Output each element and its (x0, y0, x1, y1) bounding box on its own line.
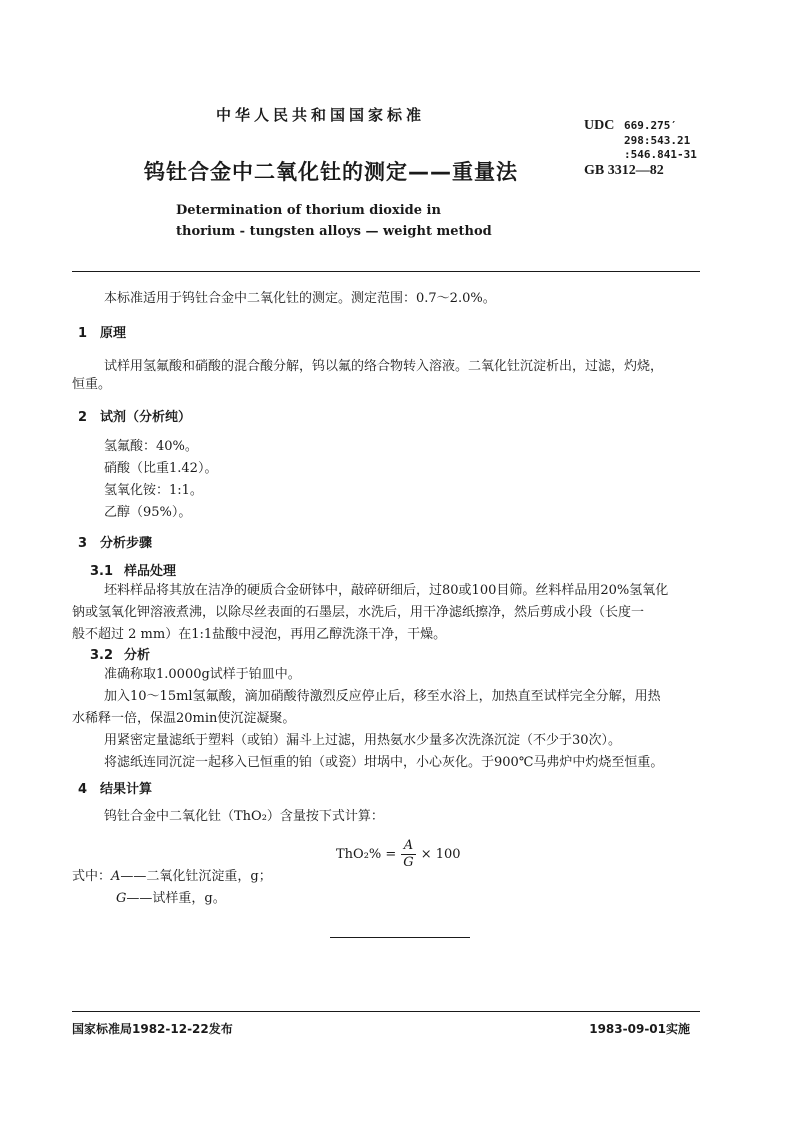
variable-a-description: ——二氧化钍沉淀重，g； (120, 869, 272, 884)
variable-g-description: ——试样重，g。 (126, 891, 226, 906)
document-title: 钨钍合金中二氧化钍的测定——重量法 (144, 160, 518, 184)
section-1-text-line2: 恒重。 (72, 377, 112, 392)
reagent-item: 氢氧化铵：1:1。 (104, 483, 203, 498)
english-title-line2: thorium - tungsten alloys — weight method (176, 224, 492, 239)
section-1-title: 原理 (100, 326, 127, 341)
calculation-intro: 钨钍合金中二氧化钍（ThO₂）含量按下式计算： (104, 809, 384, 824)
reagent-list (104, 436, 217, 524)
subsection-3-2-heading (90, 644, 150, 663)
english-title-line1: Determination of thorium dioxide in (176, 203, 441, 218)
variable-g-definition (116, 888, 226, 910)
sample-prep-line2: 钠或氢氧化钾溶液煮沸，以除尽丝表面的石墨层，水洗后，用干净滤纸擦净，然后剪成小段（长度一 (72, 605, 645, 620)
reagent-item: 硝酸（比重1.42）。 (104, 461, 218, 476)
section-1-number: 1 (78, 326, 88, 341)
variable-a-symbol: A (111, 869, 121, 884)
subsection-3-1-number: 3.1 (90, 564, 114, 579)
formula-rhs: × 100 (420, 847, 461, 862)
formula-denominator: G (403, 855, 414, 870)
analysis-line5: 将滤纸连同沉淀一起移入已恒重的铂（或瓷）坩埚中，小心灰化。于900℃马弗炉中灼烧至恒重。 (104, 755, 664, 770)
gb-code: GB 3312—82 (584, 163, 664, 178)
analysis-line4: 用紧密定量滤纸于塑料（或铂）漏斗上过滤，用热氨水少量多次洗涤沉淀（不少于30次）。 (104, 733, 622, 748)
sample-prep-line1: 坯料样品将其放在洁净的硬质合金研钵中，敲碎研细后，过80或100目筛。丝料样品用20%氢氧化 (104, 583, 669, 598)
sample-prep-line3: 般不超过 2 mm）在1:1盐酸中浸泡，再用乙醇洗涤干净，干燥。 (72, 627, 447, 642)
analysis-line3: 水稀释一倍，保温20min使沉淀凝聚。 (72, 711, 296, 726)
subsection-3-2-number: 3.2 (90, 648, 114, 663)
section-1-text-line1: 试样用氢氟酸和硝酸的混合酸分解，钨以氟的络合物转入溶液。二氧化钍沉淀析出，过滤，灼烧， (104, 359, 664, 374)
subsection-3-2-title: 分析 (124, 648, 151, 663)
scope-paragraph: 本标准适用于钨钍合金中二氧化钍的测定。测定范围：0.7～2.0%。 (104, 291, 496, 306)
header-divider (72, 271, 700, 272)
where-label: 式中： (72, 869, 112, 884)
udc-code-line1: 669.275′ (624, 119, 677, 132)
effective-date: 1983-09-01实施 (589, 1022, 690, 1036)
section-1-heading (78, 322, 126, 341)
issue-date: 国家标准局1982-12-22发布 (72, 1022, 233, 1036)
section-4-heading (78, 778, 152, 797)
end-divider (330, 937, 470, 938)
section-4-number: 4 (78, 782, 88, 797)
udc-label: UDC (584, 118, 615, 133)
reagent-item: 氢氟酸：40%。 (104, 439, 198, 454)
section-3-number: 3 (78, 536, 88, 551)
section-2-number: 2 (78, 410, 88, 425)
formula-lhs: ThO₂% = (336, 847, 397, 862)
udc-code-line3: :546.841-31 (624, 148, 697, 161)
analysis-line1: 准确称取1.0000g试样于铂皿中。 (104, 667, 301, 682)
section-3-title: 分析步骤 (100, 536, 153, 551)
classification-codes (584, 118, 697, 179)
section-2-heading (78, 406, 191, 425)
section-4-title: 结果计算 (100, 782, 153, 797)
analysis-line2: 加入10～15ml氢氟酸，滴加硝酸待激烈反应停止后，移至水浴上，加热直至试样完全分解，用热 (104, 689, 661, 704)
variable-g-symbol: G (116, 891, 127, 906)
result-formula (336, 838, 461, 871)
issuing-body: 中华人民共和国国家标准 (216, 106, 426, 124)
footer-divider (72, 1011, 700, 1012)
subsection-3-1-title: 样品处理 (124, 564, 177, 579)
section-2-title: 试剂（分析纯） (100, 410, 192, 425)
reagent-item: 乙醇（95%）。 (104, 505, 192, 520)
subsection-3-1-heading (90, 560, 176, 579)
udc-code-line2: 298:543.21 (624, 134, 691, 147)
english-title (176, 200, 492, 242)
formula-numerator: A (401, 838, 416, 855)
section-3-heading (78, 532, 152, 551)
formula-fraction (400, 838, 416, 871)
variable-a-definition (72, 866, 272, 888)
